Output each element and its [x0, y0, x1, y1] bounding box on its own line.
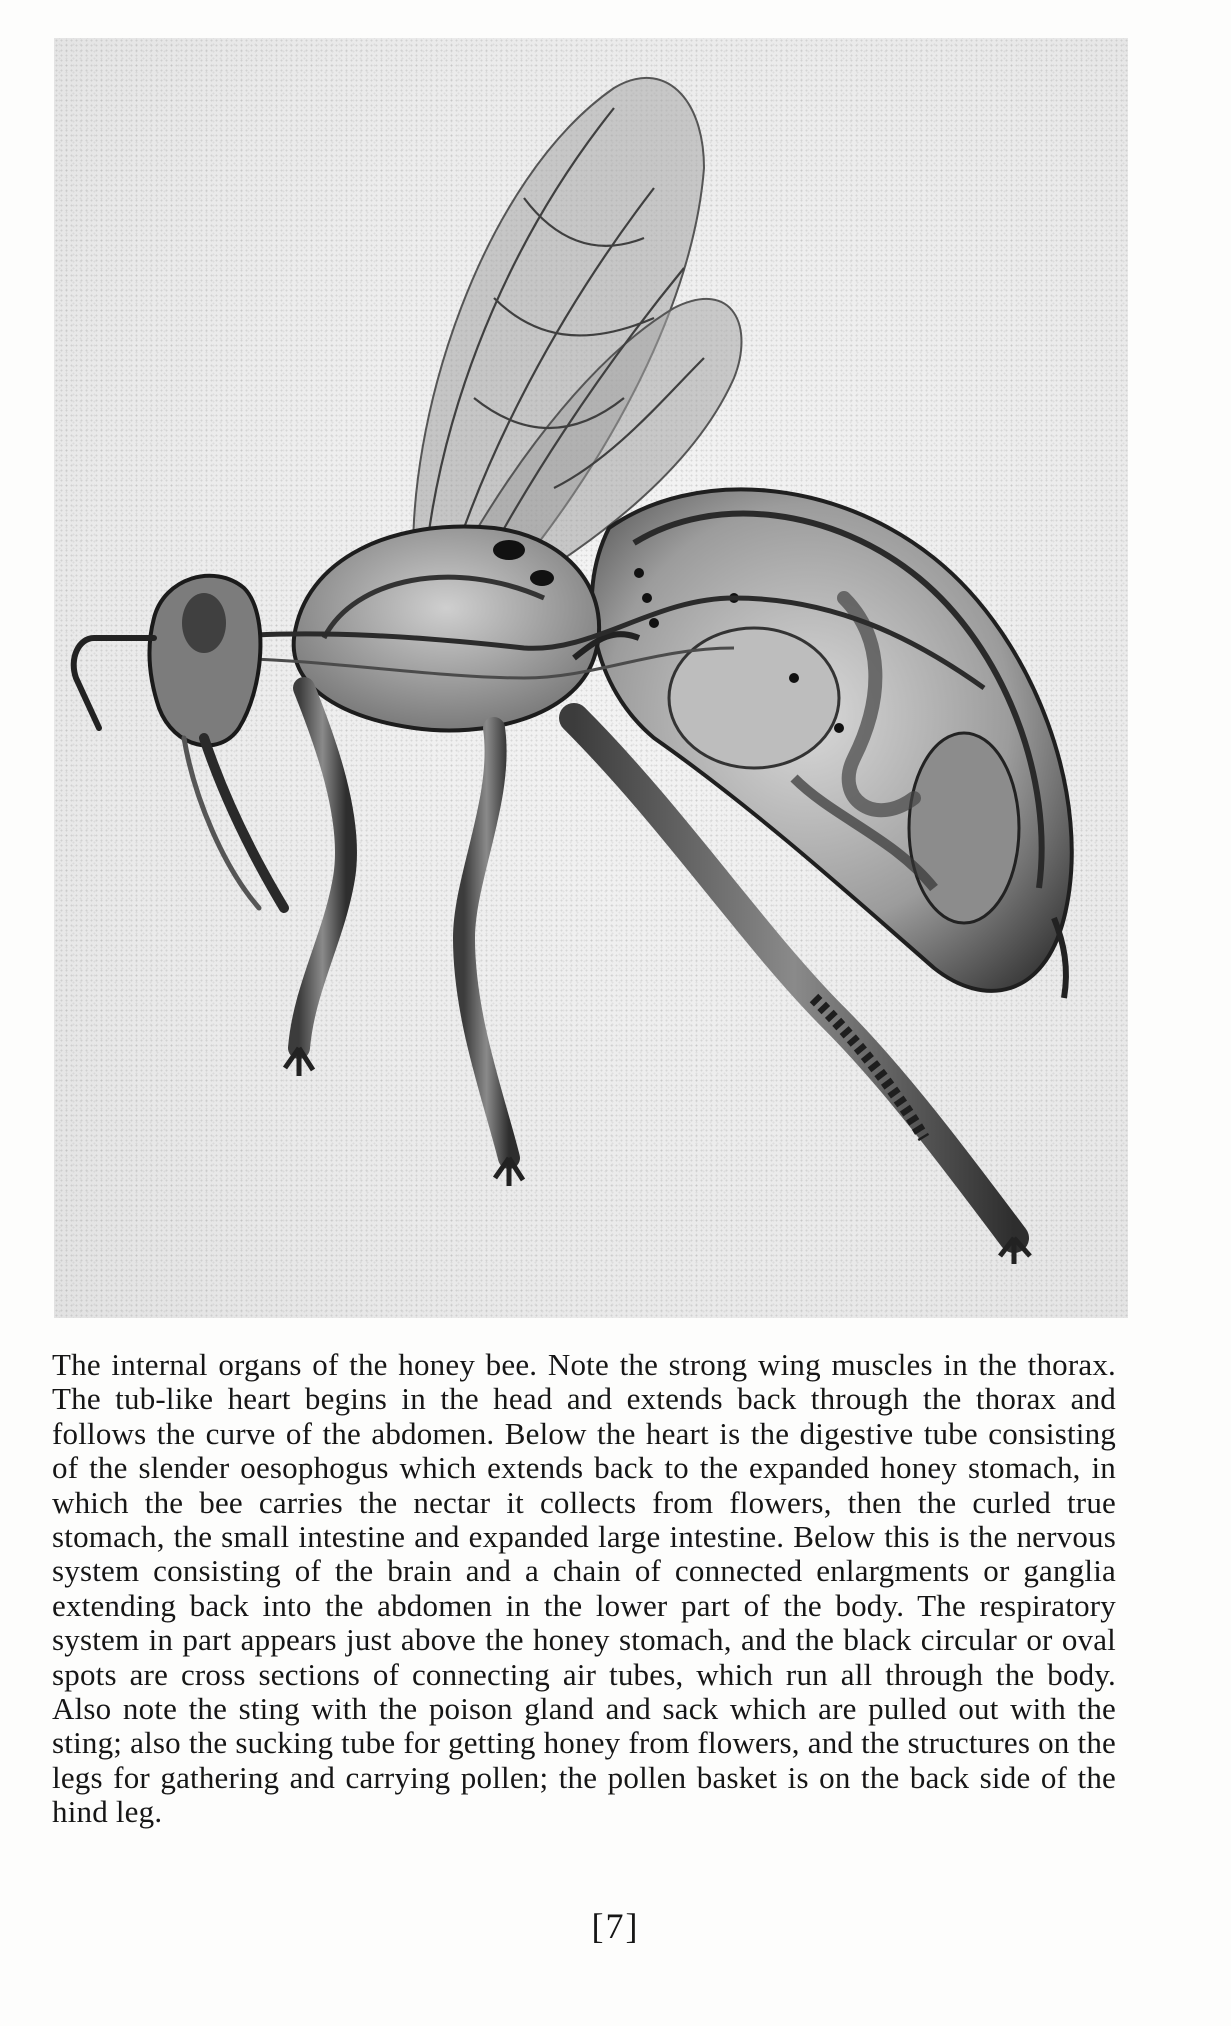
figure-caption: The internal organs of the honey bee. Note the strong wing muscles in the thorax. The tub-like heart begins in the head and extends back through the thorax and follows the curve of the abdomen. Below the heart is the digestive tube consisting of the slender oesophogus which extends back to the expanded honey stomach, in which the bee carries the nectar it collects from flowers, then the curled true stomach, the small intestine and expanded large intestine. Below this is the nervous system consisting of the brain and a chain of connected enlargments or ganglia extending back into the abdomen in the lower part of the body. The respiratory system in part appears just above the honey stomach, and the black circular or oval spots are cross sections of connecting air tubes, which run all through the body. Also note the sting with the poison gland and sack which are pulled out with the sting; also the sucking tube for getting honey from flowers, and the structures on the legs for gathering and carrying pollen; the pollen basket is on the back side of the hind leg.: [52, 1347, 1116, 1830]
page-number: [7]: [591, 1906, 640, 1946]
honey-bee-anatomy-icon: [54, 38, 1128, 1318]
bee-anatomy-plate: [54, 38, 1128, 1318]
